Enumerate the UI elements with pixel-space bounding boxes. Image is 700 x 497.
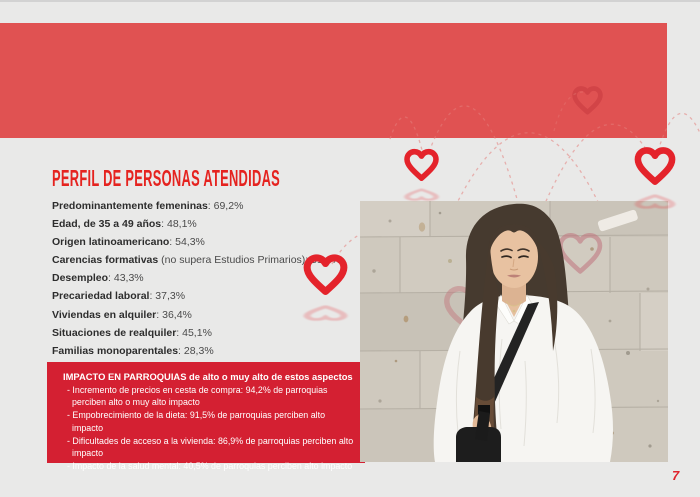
header-banner [0,23,667,138]
heart-icon [403,147,440,212]
impact-parroquias-box [47,362,365,471]
heart-icon [302,252,349,335]
stat-row: Viviendas en alquiler: 36,4% [52,308,192,321]
photo-woman-white-shirt [360,201,668,462]
stat-row: Situaciones de realquiler: 45,1% [52,326,212,339]
impact-item: - Impacto de la salud mental: 40,5% de parroquias perciben alto impacto [67,460,353,471]
impact-item: - Dificultades de acceso a la vivienda: 86,9% de parroquias perciben alto impacto [67,435,354,459]
stat-row: Familias monoparentales: 28,3% [52,344,214,357]
stat-row: Predominantemente femeninas: 69,2% [52,200,244,212]
page-top-edge [0,0,700,2]
impact-item: - Incremento de precios en cesta de compra: 94,2% de parroquias perciben alto o muy alto impacto [67,384,328,408]
page-number: 7 [672,468,680,483]
stat-row: Origen latinoamericano: 54,3% [52,236,205,249]
stat-row: Carencias formativas (no supera Estudios Primarios): 51,4% [52,254,341,267]
impact-item: - Empobrecimiento de la dieta: 91,5% de parroquias perciben alto impacto [67,410,326,433]
stat-row: Precariedad laboral: 37,3% [52,290,186,303]
heart-icon [571,84,604,115]
page-title: PERFIL DE PERSONAS ATENDIDAS [52,165,281,191]
profile-stats-list [52,201,341,364]
stat-row: Edad, de 35 a 49 años: 48,1% [52,218,197,231]
stat-row: Desempleo: 43,3% [52,272,144,285]
heart-icon [633,145,677,222]
impact-box-heading: IMPACTO EN PARROQUIAS de alto o muy alto de estos aspectos [63,371,353,382]
